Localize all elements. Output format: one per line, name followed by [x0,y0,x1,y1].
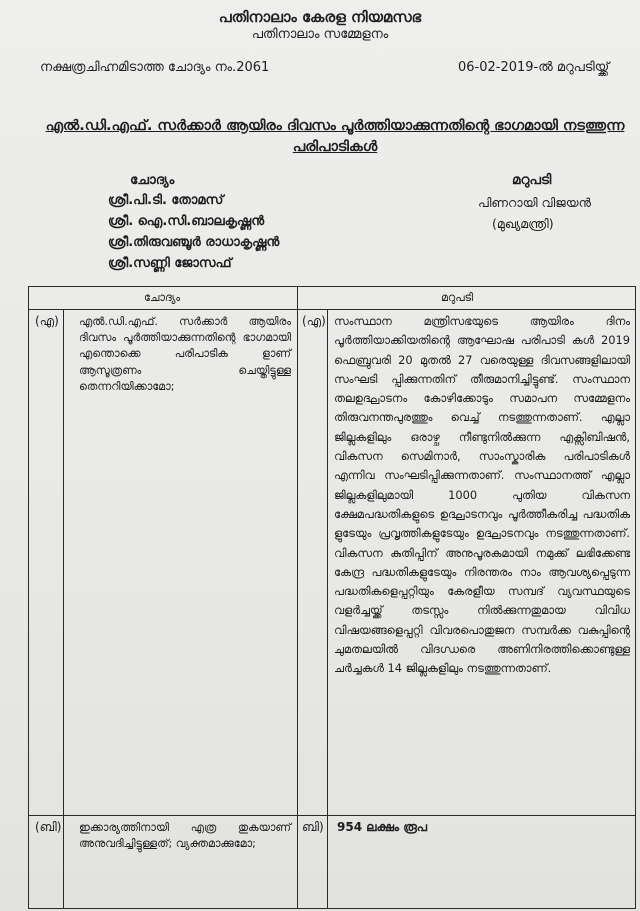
column-header-answer: മറുപടി [441,291,474,304]
session-title: പതിനാലാം സമ്മേളനം [251,27,389,42]
question-text: എൽ.ഡി.എഫ്. സർക്കാർ ആയിരം ദിവസം പൂർത്തിയാക്കുന്നതിന്റെ ഭാഗമായി എന്തൊക്കെ പരിപാടിക ളാണ് ആസൂത്രണം ചെയ്തിട്ടുള്ള തെന്നറിയിക്കാമോ; [79,315,291,393]
answer-text: 954 ലക്ഷം രൂപ [337,820,428,834]
row-divider [29,815,635,816]
question-number: നക്ഷത്രചിഹ്നമിടാത്ത ചോദ്യം നം.2061 [40,60,270,75]
document-title: എൽ.ഡി.എഫ്. സർക്കാർ ആയിരം ദിവസം പൂർത്തിയാക്കുന്നതിന്റെ ഭാഗമായി നടത്തുന്ന പരിപാടികൾ [45,118,625,155]
assembly-title: പതിനാലാം കേരള നിയമസഭ [218,8,422,26]
label-divider [327,309,328,908]
answer-label: (എ) [302,314,326,328]
row-label: (ബി) [35,820,62,834]
member-name: ശ്രീ.സണ്ണി ജോസഫ് [108,256,232,271]
qa-table [28,286,636,909]
question-heading: ചോദ്യം [130,172,175,188]
member-name: ശ്രീ.പി.ടി. തോമസ് [108,193,224,208]
answer-heading: മറുപടി [512,172,552,188]
answer-label: ബി) [302,820,324,834]
column-header-question: ചോദ്യം [144,291,181,304]
answer-text: സംസ്ഥാന മന്ത്രിസഭയുടെ ആയിരം ദിനം പൂർത്തിയാക്കിയതിന്റെ ആഘോഷ പരിപാടി കൾ 2019 ഫെബ്രുവരി 20 മുതൽ 27 വരെയുള്ള ദിവസങ്ങളിലായി സംഘടി പ്പിക്കുന്നതിന് തീരുമാനിച്ചിട്ടുണ്ട്. സംസ്ഥാന തലഉദ്ഘാടനം കോഴിക്കോടും സമാപന സമ്മേളനം തിരുവനന്തപുരത്തും വെച്ച് നടത്തുന്നതാണ്. എല്ലാ ജില്ലകളിലും ഒരാഴ്ച നീണ്ടുനിൽക്കുന്ന എക്സിബിഷൻ, വികസന സെമിനാർ, സാംസ്കാരിക പരിപാടികൾ എന്നിവ സംഘടിപ്പിക്കുന്നതാണ്. സംസ്ഥാനത്ത് എല്ലാ ജില്ലകളിലുമായി 1000 പുതിയ വികസന ക്ഷേമപദ്ധതികളുടെ ഉദ്ഘാടനവും പൂർത്തീകരിച്ച പദ്ധതിക ളുടേയും പ്രവൃത്തികളുടേയും ഉദ്ഘാടനവും നടത്തുന്നതാണ്. വികസന കുതിപ്പിന് അനുപൂരകമായി നമുക്ക് ലഭിക്കേണ്ട കേന്ദ്ര പദ്ധതികളുടേയും നിരന്തരം നാം ആവശ്യപ്പെടുന്ന പദ്ധതികളെപ്പറ്റിയും കേരളീയ സമ്പദ് വ്യവസ്ഥയുടെ വളർച്ചയ്ക്ക് തടസ്സം നിൽക്കുന്നതുമായ വിവിധ വിഷയങ്ങളെപ്പറ്റി വിവരപൊതുജന സമ്പർക്ക വകുപ്പിന്റെ ചുമതലയിൽ വിദഗ്ധരെ അണിനിരത്തിക്കൊണ്ടുള്ള ചർച്ചകൾ 14 ജില്ലകളിലും നടത്തുന്നതാണ്. [334,314,630,676]
minister-name: പിണറായി വിജയൻ [478,195,591,210]
label-divider [63,309,64,908]
row-label: (എ) [35,314,59,328]
header-divider [29,309,635,310]
minister-designation: (മുഖ്യമന്ത്രി) [492,216,554,231]
answer-date: 06-02-2019-ൽ മറുപടിയ്ക്ക് [458,60,610,75]
member-name: ശ്രീ. ഐ.സി.ബാലകൃഷ്ണൻ [108,214,265,229]
question-text: ഇക്കാര്യത്തിനായി എത്ര തുകയാണ് അനുവദിച്ചിട്ടുള്ളത്; വ്യക്തമാക്കുമോ; [79,821,291,851]
member-name: ശ്രീ.തിരുവഞ്ചൂർ രാധാകൃഷ്ണൻ [108,235,280,250]
